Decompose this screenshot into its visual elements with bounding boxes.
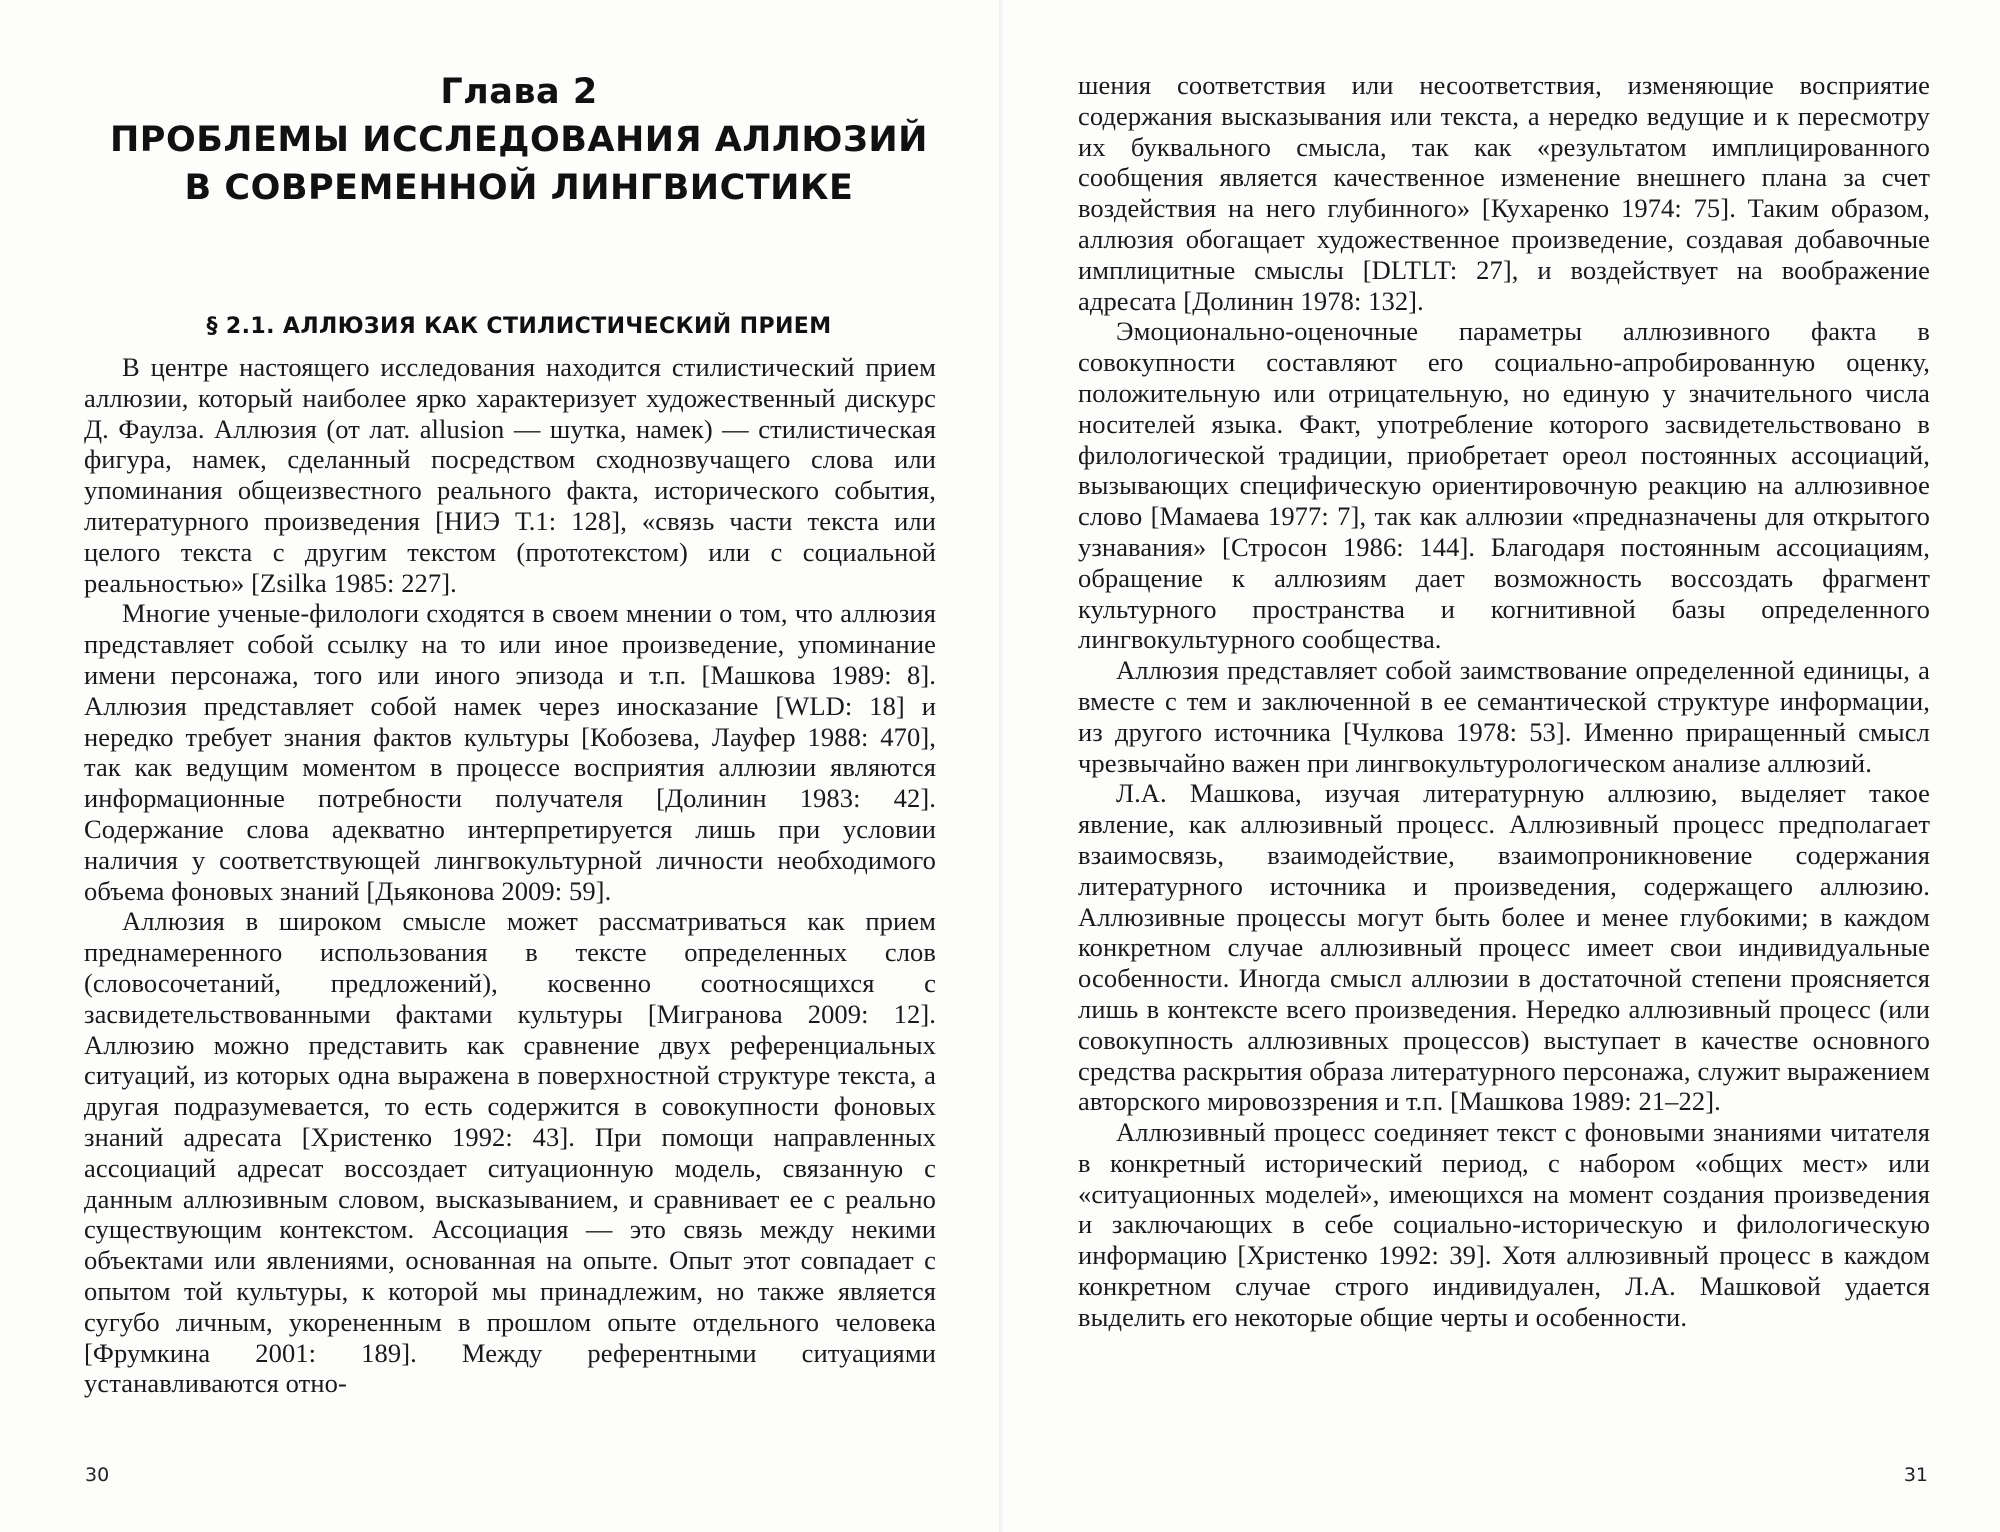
- paragraph-continued: шения соответствия или несоответствия, изменяющие восприятие содержания высказывания или текста, а нередко ведущие и к пересмотру их буквального смысла, так как «результатом имплицированного сообщения является качественное изменение внешнего плана за счет воздействия на него глубинного» [Кухаренко 1974: 75]. Таким образом, аллюзия обогащает художественное произведение, создавая добавочные имплицитные смыслы [DLTLT: 27], и воздействует на воображение адресата [Долинин 1978: 132].: [1078, 70, 1930, 316]
- paragraph: Аллюзивный процесс соединяет текст с фоновыми знаниями читателя в конкретный исторический период, с набором «общих мест» или «ситуационных моделей», имеющихся на момент создания произведения и заключающих в себе социально-историческую и филологическую информацию [Христенко 1992: 39]. Хотя аллюзивный процесс в каждом конкретном случае строго индивидуален, Л.А. Машковой удается выделить его некоторые общие черты и особенности.: [1078, 1117, 1930, 1332]
- section-heading: § 2.1. АЛЛЮЗИЯ КАК СТИЛИСТИЧЕСКИЙ ПРИЕМ: [206, 314, 832, 339]
- chapter-heading: [84, 68, 954, 212]
- paragraph: Л.А. Машкова, изучая литературную аллюзию, выделяет такое явление, как аллюзивный процесс. Аллюзивный процесс предполагает взаимосвязь, взаимодействие, взаимопроникновение содержания литературного источника и произведения, содержащего аллюзию. Аллюзивные процессы могут быть более и менее глубокими; в каждом конкретном случае аллюзивный процесс имеет свои индивидуальные особенности. Иногда смысл аллюзии в достаточной степени проясняется лишь в контексте всего произведения. Нередко аллюзивный процесс (или совокупность аллюзивных процессов) выступает в качестве основного средства раскрытия образа литературного персонажа, служит выражением авторского мировоззрения и т.п. [Машкова 1989: 21–22].: [1078, 778, 1930, 1117]
- right-page-body: [1078, 70, 1930, 1333]
- chapter-number: Глава 2: [440, 72, 598, 112]
- chapter-title-line-2: В СОВРЕМЕННОЙ ЛИНГВИСТИКЕ: [184, 168, 854, 208]
- chapter-title-line-1: ПРОБЛЕМЫ ИССЛЕДОВАНИЯ АЛЛЮЗИЙ: [110, 120, 928, 160]
- left-page-body: [84, 352, 936, 1399]
- paragraph: Многие ученые-филологи сходятся в своем мнении о том, что аллюзия представляет собой ссылку на то или иное произведение, упоминание имени персонажа, того или иного эпизода и т.п. [Машкова 1989: 8]. Аллюзия представляет собой намек через иносказание [WLD: 18] и нередко требует знания фактов культуры [Кобозева, Лауфер 1988: 470], так как ведущим моментом в процессе восприятия аллюзии являются информационные потребности получателя [Долинин 1983: 42]. Содержание слова адекватно интерпретируется лишь при условии наличия у соответствующей лингвокультурной личности необходимого объема фоновых знаний [Дьяконова 2009: 59].: [84, 598, 936, 906]
- right-page: [1002, 0, 2000, 1532]
- paragraph: Эмоционально-оценочные параметры аллюзивного факта в совокупности составляют его социально-апробированную оценку, положительную или отрицательную, но единую у значительного числа носителей языка. Факт, употребление которого засвидетельствовано в филологической традиции, приобретает ореол постоянных ассоциаций, вызывающих специфическую ориентировочную реакцию на аллюзивное слово [Мамаева 1977: 7], так как аллюзии «предназначены для открытого узнавания» [Стросон 1986: 144]. Благодаря постоянным ассоциациям, обращение к аллюзиям дает возможность воссоздать фрагмент культурного пространства и когнитивной базы определенного лингвокультурного сообщества.: [1078, 316, 1930, 655]
- page-number-right: 31: [1903, 1464, 1928, 1486]
- paragraph: В центре настоящего исследования находится стилистический прием аллюзии, который наиболее ярко характеризует художественный дискурс Д. Фаулза. Аллюзия (от лат. allusion — шутка, намек) — стилистическая фигура, намек, сделанный посредством сходнозвучащего слова или упоминания общеизвестного реального факта, исторического события, литературного произведения [НИЭ Т.1: 128], «связь части текста или целого текста с другим текстом (прототекстом) или с социальной реальностью» [Zsilka 1985: 227].: [84, 352, 936, 598]
- paragraph: Аллюзия в широком смысле может рассматриваться как прием преднамеренного использования в тексте определенных слов (словосочетаний, предложений), косвенно соотносящихся с засвидетельствованными фактами культуры [Мигранова 2009: 12]. Аллюзию можно представить как сравнение двух референциальных ситуаций, из которых одна выражена в поверхностной структуре текста, а другая подразумевается, то есть содержится в совокупности фоновых знаний адресата [Христенко 1992: 43]. При помощи направленных ассоциаций адресат воссоздает ситуационную модель, связанную с данным аллюзивным словом, высказыванием, и сравнивает ее с реально существующим контекстом. Ассоциация — это связь между некими объектами или явлениями, основанная на опыте. Опыт этот совпадает с опытом той культуры, к которой мы принадлежим, но также является сугубо личным, укорененным в прошлом опыте отдельного человека [Фрумкина 2001: 189]. Между референтными ситуациями устанавливаются отно-: [84, 906, 936, 1399]
- page-number-left: 30: [85, 1464, 110, 1486]
- paragraph: Аллюзия представляет собой заимствование определенной единицы, а вместе с тем и заключенной в ее семантической структуре информации, из другого источника [Чулкова 1978: 53]. Именно приращенный смысл чрезвычайно важен при лингвокультурологическом анализе аллюзий.: [1078, 655, 1930, 778]
